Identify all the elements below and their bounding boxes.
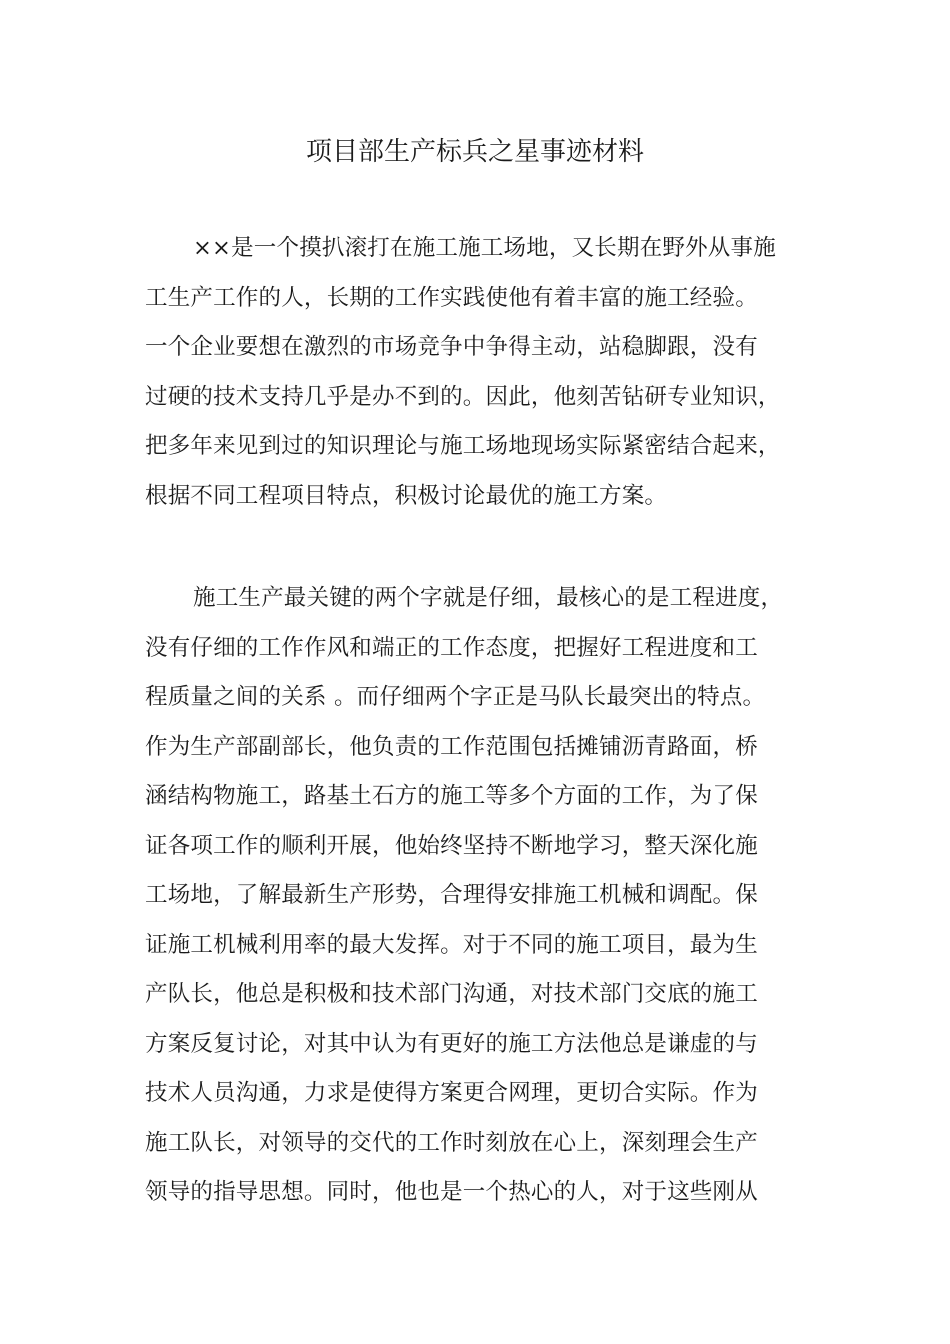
text-line: 涵结构物施工，路基土石方的施工等多个方面的工作，为了保 bbox=[145, 783, 758, 809]
document-title: 项目部生产标兵之星事迹材料 bbox=[305, 137, 644, 167]
text-line: 把多年来见到过的知识理论与施工场地现场实际紧密结合起来， bbox=[145, 433, 781, 459]
text-line: 没有仔细的工作作风和端正的工作态度，把握好工程进度和工 bbox=[145, 634, 758, 661]
text-line: 产队长，他总是积极和技术部门沟通，对技术部门交底的施工 bbox=[145, 981, 758, 1007]
text-line: 工生产工作的人，长期的工作实践使他有着丰富的施工经验。 bbox=[145, 284, 758, 311]
text-line: 过硬的技术支持几乎是办不到的。因此，他刻苦钻研专业知识， bbox=[145, 383, 781, 410]
text-line: 工场地，了解最新生产形势，合理得安排施工机械和调配。保 bbox=[145, 882, 758, 908]
text-line: 技术人员沟通，力求是使得方案更合网理，更切合实际。作为 bbox=[145, 1080, 758, 1106]
text-line: 领导的指导思想。同时，他也是一个热心的人，对于这些刚从 bbox=[145, 1179, 758, 1205]
text-line: 方案反复讨论，对其中认为有更好的施工方法他总是谦虚的与 bbox=[145, 1030, 758, 1057]
text-line: 作为生产部副部长，他负责的工作范围包括摊铺沥青路面，桥 bbox=[145, 733, 758, 760]
paragraph-2 bbox=[145, 574, 825, 1218]
text-line: 一个企业要想在激烈的市场竞争中争得主动，站稳脚跟，没有 bbox=[145, 334, 758, 360]
text-line: 证各项工作的顺利开展，他始终坚持不断地学习，整天深化施 bbox=[145, 832, 758, 859]
text-line: ××是一个摸扒滚打在施工施工场地，又长期在野外从事施 bbox=[193, 235, 776, 261]
text-line: 施工队长，对领导的交代的工作时刻放在心上，深刻理会生产 bbox=[145, 1129, 758, 1156]
text-line: 施工生产最关键的两个字就是仔细，最核心的是工程进度， bbox=[193, 585, 784, 611]
text-line: 证施工机械利用率的最大发挥。对于不同的施工项目，最为生 bbox=[145, 931, 758, 958]
text-line: 程质量之间的关系 。而仔细两个字正是马队长最突出的特点。 bbox=[145, 684, 766, 710]
paragraph-1 bbox=[145, 224, 825, 521]
text-line: 根据不同工程项目特点，积极讨论最优的施工方案。 bbox=[145, 482, 668, 509]
